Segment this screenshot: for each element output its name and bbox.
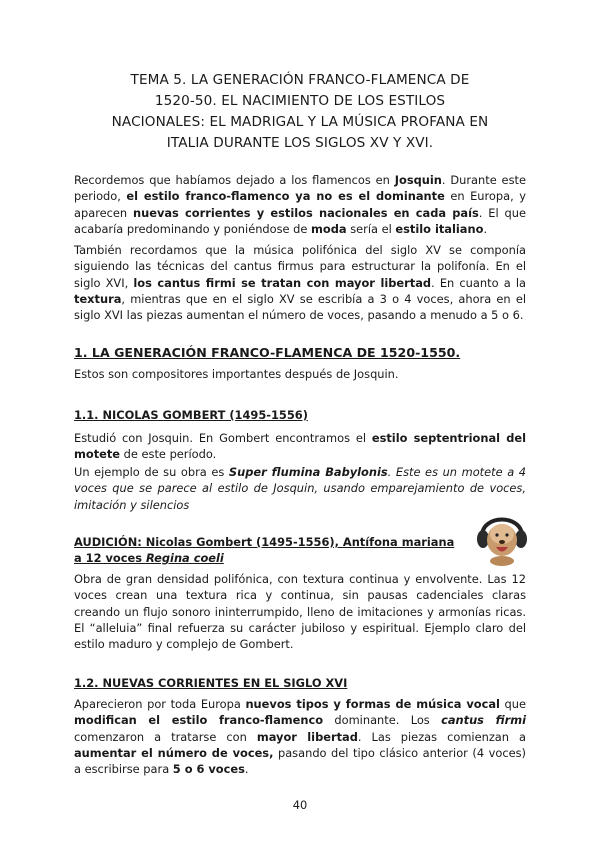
- gombert-paragraph-1: [74, 430, 526, 463]
- title-line-2: 1520-50. EL NACIMIENTO DE LOS ESTILOS: [154, 93, 446, 109]
- text-run: de este período.: [120, 447, 217, 462]
- text-run: .: [483, 221, 488, 236]
- audition-description: Obra de gran densidad polifónica, con textura continua y envolvente. Las 12 voces crean una textura rica y continua, sin pausas cadenciales claras creando un flujo sonoro ininterrumpido, lleno de imitaciones y armonías ricas. El “alleluia” final refuerza su carácter jubiloso y espiritual. Ejemplo claro del estilo maduro y complejo de Gombert.: [74, 572, 526, 652]
- bold-run: el estilo franco-flamenco ya no es el dominante: [126, 189, 445, 204]
- text-run: . Durante este periodo,: [74, 173, 526, 204]
- text-run: Recordemos que habíamos dejado a los flamencos en: [74, 173, 395, 187]
- title-line-4: ITALIA DURANTE LOS SIGLOS XV Y XVI.: [166, 135, 434, 151]
- audition-text: AUDICIÓN: Nicolas Gombert (1495-1556), Antífona mariana a 12 voces: [74, 535, 455, 565]
- bold-run: estilo italiano: [395, 221, 484, 236]
- text-run: comenzaron a tratarse con: [74, 729, 257, 744]
- text-run: . Las piezas comienzan a: [357, 729, 526, 744]
- intro-paragraph-1: [74, 172, 526, 237]
- bold-run: los cantus firmi se tratan con mayor libertad: [133, 275, 432, 290]
- bold-run: estilo septentrional del motete: [74, 431, 526, 462]
- text-run: .: [244, 762, 249, 777]
- text-run: pasando del tipo clásico anterior (4 voces) a escribirse para: [74, 745, 526, 777]
- section-1-heading: 1. LA GENERACIÓN FRANCO-FLAMENCA DE 1520-1550.: [74, 345, 461, 360]
- page-number: 40: [292, 798, 308, 812]
- audition-work-title: Regina coeli: [145, 551, 224, 565]
- title-line-1: TEMA 5. LA GENERACIÓN FRANCO-FLAMENCA DE: [130, 72, 470, 88]
- text-run: Un ejemplo de su obra es: [74, 465, 229, 479]
- section-1-2-heading: 1.2. NUEVAS CORRIENTES EN EL SIGLO XVI: [74, 676, 348, 690]
- text-run: . En cuanto a la: [431, 275, 526, 290]
- title-line-3: NACIONALES: EL MADRIGAL Y LA MÚSICA PROFANA EN: [111, 114, 489, 130]
- text-run: sería el: [346, 221, 396, 236]
- bold-italic-run: Super flumina Babylonis: [228, 465, 388, 479]
- text-run: . El que acabaría predominando y poniéndose de: [74, 205, 526, 236]
- italic-run: . Este es un motete a 4 voces que se parece al estilo de Josquin, usando emparejamiento de voces, imitación y silencios: [74, 465, 527, 512]
- new-currents-paragraph: [74, 696, 526, 777]
- text-run: Aparecieron por toda Europa: [74, 697, 246, 711]
- text-run: Estudió con Josquin. En Gombert encontramos el: [74, 431, 372, 445]
- text-run: , mientras que en el siglo XV se escribía a 3 o 4 voces, ahora en el siglo XVI las piezas aumentan el número de voces, pasando a menudo a 5 o 6.: [74, 291, 526, 323]
- bold-italic-run: cantus firmi: [441, 713, 526, 728]
- section-1-1-heading: 1.1. NICOLAS GOMBERT (1495-1556): [74, 408, 308, 422]
- bold-run: nuevas corrientes y estilos nacionales en cada país: [133, 205, 479, 220]
- chapter-title: [70, 70, 530, 154]
- text-run: en Europa, y aparecen: [74, 189, 526, 220]
- bold-run: nuevos tipos y formas de música vocal: [245, 697, 500, 711]
- bold-run: modifican el estilo franco-flamenco: [74, 713, 324, 728]
- intro-paragraph-2: [74, 242, 526, 323]
- gombert-paragraph-2: [74, 464, 526, 513]
- bold-run: textura: [74, 291, 122, 306]
- bold-run: 5 o 6 voces: [172, 762, 245, 777]
- audition-heading[interactable]: [74, 534, 464, 566]
- bold-run: moda: [311, 221, 347, 236]
- text-run: que: [499, 697, 526, 711]
- text-run: También recordamos que la música polifónica del siglo XV se componía siguiendo las técnicas del cantus firmus para estructurar la polifonía. En el siglo XVI,: [74, 243, 526, 290]
- text-run: dominante. Los: [323, 713, 442, 728]
- bold-run: Josquin: [394, 173, 442, 187]
- bold-run: aumentar el número de voces,: [74, 745, 274, 760]
- headphones-dog-icon: [474, 506, 530, 566]
- section-1-text: Estos son compositores importantes después de Josquin.: [74, 367, 399, 381]
- bold-run: mayor libertad: [256, 729, 358, 744]
